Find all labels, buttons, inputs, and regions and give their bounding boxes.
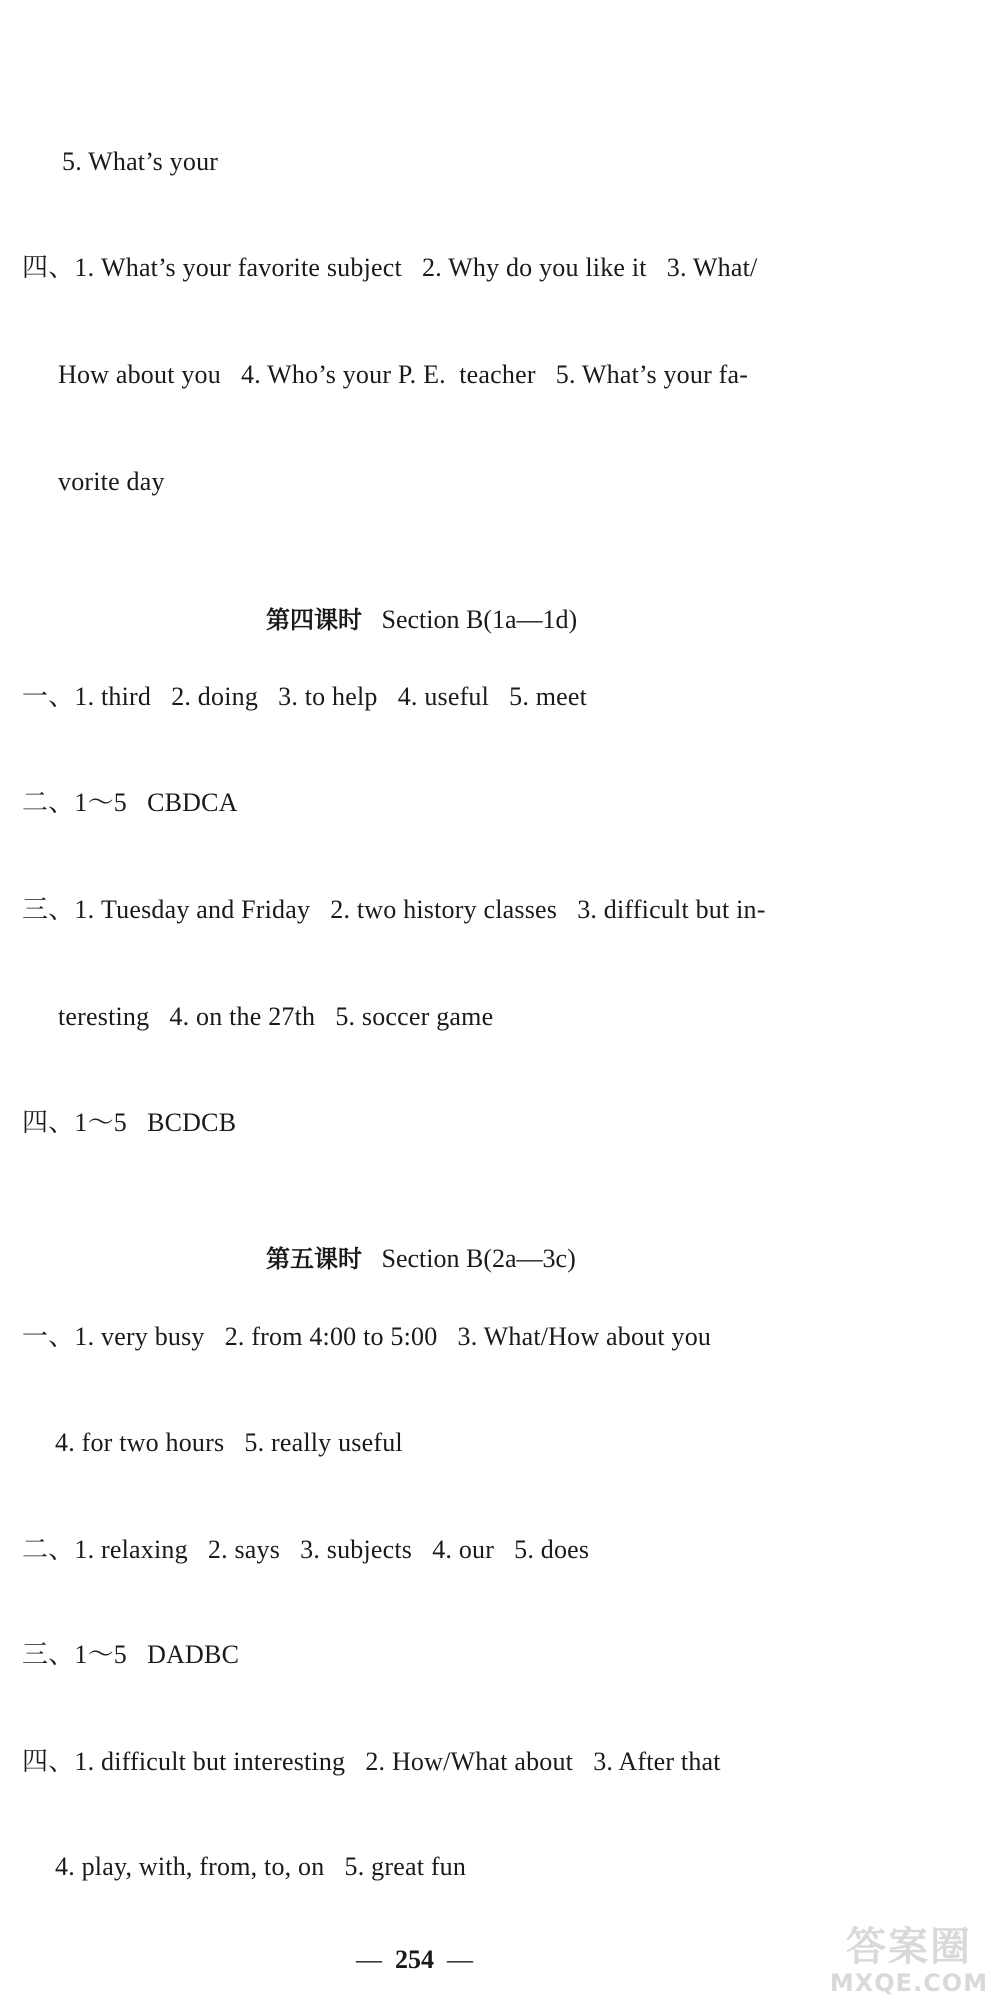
- section-heading: [240, 575, 577, 665]
- answer-line: 一、1. very busy 2. from 4:00 to 5:00 3. What/How about you: [22, 1322, 712, 1351]
- answer-line: 四、1. What’s your favorite subject 2. Why do you like it 3. What/: [22, 253, 758, 282]
- answer-line: 四、1～5 BCDCB: [22, 1108, 237, 1137]
- answer-line: 三、1～5 DADBC: [22, 1640, 240, 1669]
- heading-section: Section B(2a—3c): [381, 1244, 576, 1273]
- page-dash-right: —: [447, 1945, 473, 1974]
- heading-section: Section B(1a—1d): [381, 605, 578, 634]
- watermark-logo-text: 答案圈: [846, 1924, 972, 1970]
- watermark-site: MXQE.COM: [829, 1969, 989, 1997]
- answer-line: teresting 4. on the 27th 5. soccer game: [58, 1002, 494, 1031]
- answer-line: 4. for two hours 5. really useful: [55, 1428, 403, 1457]
- answer-line: 5. What’s your: [62, 147, 219, 176]
- answer-line: vorite day: [58, 467, 165, 496]
- answer-line: 二、1. relaxing 2. says 3. subjects 4. our 5. does: [22, 1535, 590, 1564]
- section-heading: [240, 1214, 576, 1304]
- answer-line: 四、1. difficult but interesting 2. How/What about 3. After that: [22, 1747, 721, 1776]
- page-dash-left: —: [356, 1945, 382, 1974]
- answer-line: 二、1～5 CBDCA: [22, 788, 238, 817]
- answer-line: 三、1. Tuesday and Friday 2. two history classes 3. difficult but in-: [22, 895, 766, 924]
- page-number-value: 254: [395, 1945, 434, 1974]
- answer-line: How about you 4. Who’s your P. E. teacher 5. What’s your fa-: [58, 360, 749, 389]
- answer-line: 4. play, with, from, to, on 5. great fun: [55, 1852, 467, 1881]
- heading-label: 第五课时: [266, 1245, 362, 1273]
- watermark-logo: [820, 1925, 998, 2005]
- page-number: [330, 1915, 473, 2005]
- answer-line: 一、1. third 2. doing 3. to help 4. useful 5. meet: [22, 682, 588, 711]
- heading-label: 第四课时: [266, 606, 362, 634]
